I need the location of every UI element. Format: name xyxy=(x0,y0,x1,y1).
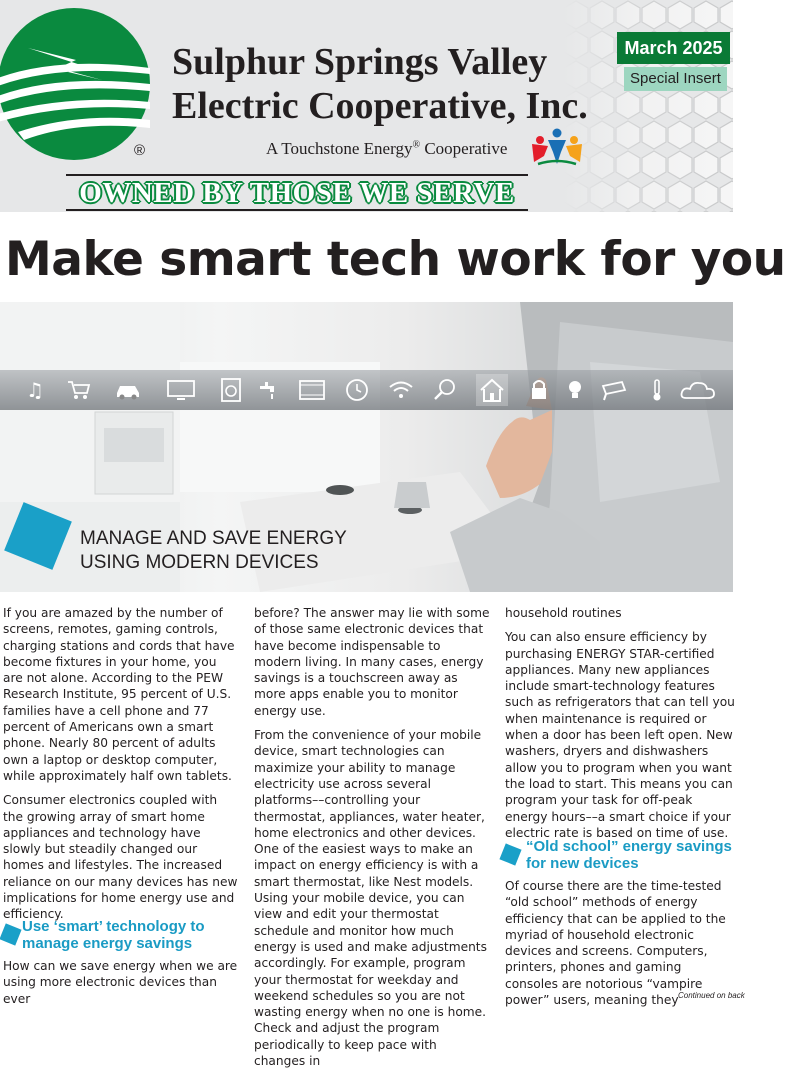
issue-date-badge: March 2025 xyxy=(617,32,730,64)
hero-caption-line1: MANAGE AND SAVE ENERGY xyxy=(80,528,347,549)
cooperative-name-line2: Electric Cooperative, Inc. xyxy=(172,85,588,127)
paragraph-intro: If you are amazed by the number of screens, remotes, gaming controls, charging stations and cords that have become fixtures in your home, you are not alone. According to the PEW Research Institute, 95 percent of U.S. families have a cell phone and 77 percent of Americans own a smart phone. Nearly 80 percent of adults own a laptop or desktop computer, while approximately half own tablets. xyxy=(3,606,235,783)
film-icon xyxy=(298,378,324,402)
washer-icon xyxy=(218,378,244,402)
ssvec-logo xyxy=(0,8,150,160)
thermometer-icon xyxy=(644,378,670,402)
lightbulb-icon xyxy=(562,378,588,402)
tv-icon xyxy=(166,378,192,402)
motto-rule-top xyxy=(66,174,528,176)
paragraph-mobile-device: From the convenience of your mobile device, smart technologies can maximize your ability to manage electricity use across several platforms––controlling your thermostat, appliances, water heater, home electronics and other devices. One of the easiest ways to make an impact on energy efficiency is with a smart thermostat, like Nest models. Using your mobile device, you can view and edit your thermostat schedule and monitor how much energy is used and make adjustments accordingly. For example, program your thermostat for weekday and weekend schedules so you are not wasting energy when no one is home. Check and adjust the program periodically to keep pace with changes in xyxy=(254,728,487,1069)
cooperative-name xyxy=(172,40,588,128)
article-column-1 xyxy=(3,605,239,931)
touchstone-tagline xyxy=(266,139,507,159)
registered-mark: ® xyxy=(134,142,146,159)
shopping-cart-icon xyxy=(66,378,92,402)
special-insert-badge: Special Insert xyxy=(624,67,727,91)
cooperative-name-line1: Sulphur Springs Valley xyxy=(172,41,548,83)
smart-home-icon-bar xyxy=(0,370,733,410)
article-headline: Make smart tech work for you xyxy=(5,232,786,287)
tagline-registered: ® xyxy=(412,139,421,151)
paragraph-how-can-we-save: How can we save energy when we are using more electronic devices than ever xyxy=(3,959,238,1006)
subhead-old-school-line1: “Old school” energy savings xyxy=(526,838,732,855)
motto-rule-bottom xyxy=(66,209,528,211)
subhead-smart-technology-line2: manage energy savings xyxy=(22,935,193,952)
touchstone-energy-logo xyxy=(528,126,586,168)
subhead-smart-technology-line1: Use ‘smart’ technology to xyxy=(22,918,205,935)
camera-icon xyxy=(600,378,626,402)
paragraph-household-routines: household routines xyxy=(505,606,622,620)
tagline-text-post: Cooperative xyxy=(420,139,508,158)
paragraph-energy-star: You can also ensure efficiency by purchasing ENERGY STAR-certified appliances. Many new appliances include smart-technology features such as refrigerators that can tell you when maintenance is required or when a door has been left open. New washers, dryers and dishwashers allow you to program when you want the load to start. This means you can program your task for off-peak energy hours––a smart choice if your electric rate is based on time of use. xyxy=(505,630,735,840)
article-column-2 xyxy=(254,605,490,1077)
article-column-3 xyxy=(505,605,737,849)
music-note-icon: ♫ xyxy=(26,378,44,402)
clock-icon xyxy=(344,378,370,402)
car-icon xyxy=(114,378,140,402)
hero-caption-line2: USING MODERN DEVICES xyxy=(80,552,319,573)
subhead-smart-technology xyxy=(22,918,205,952)
continued-note: Continued on back xyxy=(678,991,745,1000)
paragraph-answer: before? The answer may lie with some of those same electronic devices that have become indispensable to modern living. In many cases, energy savings is a touchscreen away as more apps enable you to monitor energy use. xyxy=(254,606,490,718)
lock-icon xyxy=(526,378,552,402)
search-chart-icon xyxy=(432,378,458,402)
cloud-icon xyxy=(680,378,706,402)
faucet-icon xyxy=(256,378,282,402)
subhead-old-school-line2: for new devices xyxy=(526,855,639,872)
article-column-1-continued xyxy=(3,958,239,1015)
subhead-old-school xyxy=(526,838,732,872)
motto: OWNED BY THOSE WE SERVE xyxy=(79,177,515,209)
hero-caption xyxy=(80,527,347,575)
home-icon xyxy=(476,374,508,406)
tagline-text-pre: A Touchstone Energy xyxy=(266,139,413,158)
paragraph-consumer-electronics: Consumer electronics coupled with the growing array of smart home appliances and technology have slowly but steadily changed our homes and lifestyles. The increased reliance on our many devices has new implications for home energy use and efficiency. xyxy=(3,793,238,922)
paragraph-old-school: Of course there are the time-tested “old school” methods of energy efficiency that can be applied to the myriad of household electronic devices and screens. Computers, printers, phones and gaming consoles are notorious “vampire power” users, meaning they xyxy=(505,879,726,1008)
wifi-icon xyxy=(388,378,414,402)
masthead xyxy=(0,0,733,212)
